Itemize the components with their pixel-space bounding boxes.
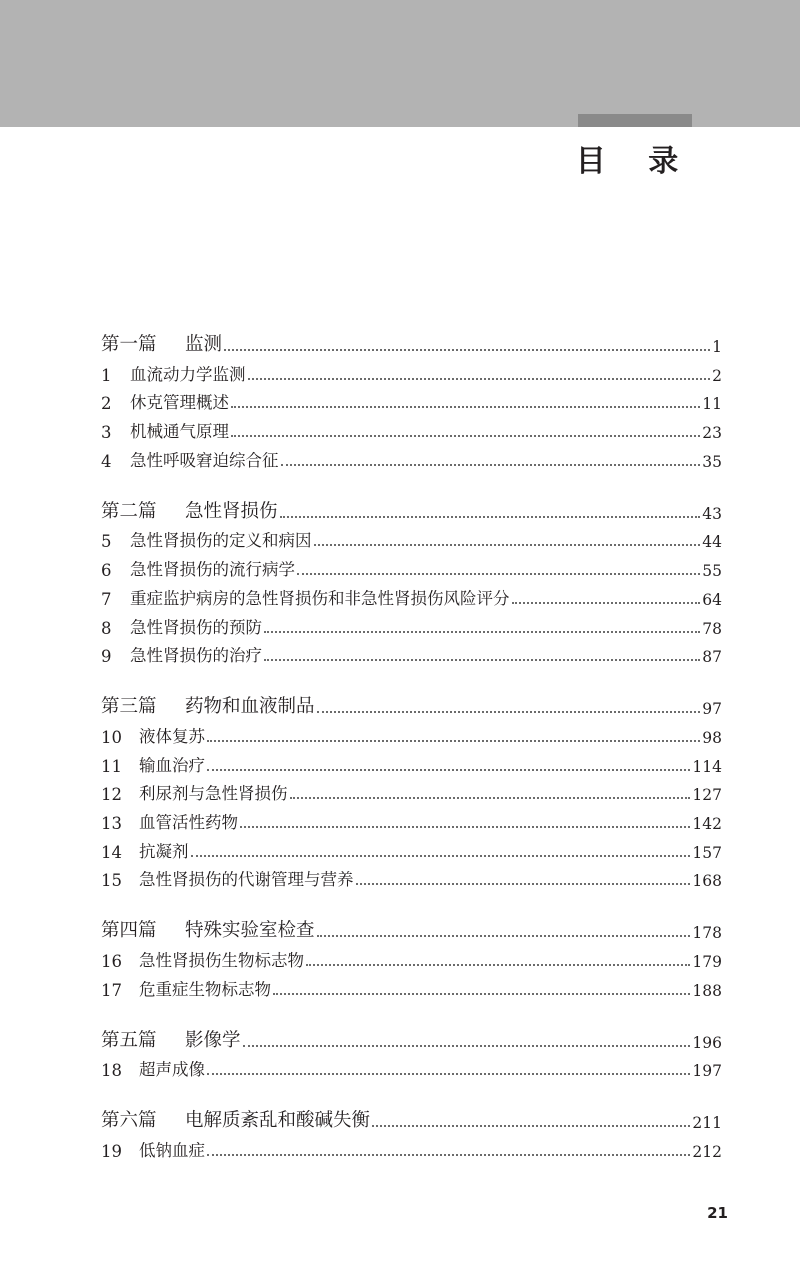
dot-leader <box>224 349 710 351</box>
chapter-number: 4 <box>101 451 112 471</box>
chapter-number: 14 <box>101 842 122 862</box>
toc-entry[interactable] <box>101 1132 722 1161</box>
part-label: 第六篇 <box>101 1110 157 1132</box>
dot-leader <box>191 855 691 857</box>
part-page: 178 <box>692 924 722 943</box>
chapter-number: 9 <box>101 647 112 667</box>
part-page: 1 <box>712 338 722 356</box>
chapter-page: 114 <box>692 757 722 776</box>
chapter-title: 急性肾损伤的定义和病因 <box>130 531 312 551</box>
part-page: 97 <box>702 700 722 719</box>
chapter-number: 6 <box>101 561 112 581</box>
chapter-number: 10 <box>101 727 122 747</box>
toc-entry[interactable] <box>101 609 722 638</box>
chapter-page: 23 <box>702 424 722 443</box>
part-heading[interactable] <box>101 1098 722 1132</box>
part-label: 第一篇 <box>101 334 157 355</box>
chapter-title: 重症监护病房的急性肾损伤和非急性肾损伤风险评分 <box>130 588 510 608</box>
toc-part <box>101 1018 722 1081</box>
dot-leader <box>512 602 701 604</box>
part-title: 电解质紊乱和酸碱失衡 <box>185 1110 371 1132</box>
chapter-page: 197 <box>692 1062 722 1081</box>
part-title: 监测 <box>185 334 223 355</box>
toc-entry[interactable] <box>101 356 722 385</box>
header-band <box>0 0 800 127</box>
dot-leader <box>317 935 691 937</box>
dot-leader <box>207 740 700 742</box>
toc-entry[interactable] <box>101 442 722 471</box>
part-heading[interactable] <box>101 1018 722 1052</box>
part-heading[interactable] <box>101 908 722 942</box>
chapter-number: 3 <box>101 423 112 443</box>
chapter-title: 液体复苏 <box>139 726 205 746</box>
chapter-title: 休克管理概述 <box>130 393 229 413</box>
part-title: 急性肾损伤 <box>185 500 278 522</box>
dot-leader <box>306 964 690 966</box>
chapter-page: 78 <box>702 619 722 638</box>
chapter-page: 55 <box>702 562 722 581</box>
part-page: 43 <box>702 504 722 523</box>
chapter-page: 87 <box>702 648 722 667</box>
part-title: 药物和血液制品 <box>185 696 315 718</box>
chapter-number: 5 <box>101 532 112 552</box>
chapter-title: 血管活性药物 <box>139 812 238 832</box>
toc-part <box>101 1098 722 1161</box>
chapter-title: 危重症生物标志物 <box>139 979 271 999</box>
chapter-title: 急性肾损伤的预防 <box>130 617 262 637</box>
chapter-title: 输血治疗 <box>139 755 205 775</box>
chapter-page: 2 <box>712 366 722 385</box>
chapter-title: 低钠血症 <box>139 1141 205 1161</box>
chapter-page: 64 <box>702 590 722 609</box>
part-label: 第五篇 <box>101 1029 157 1051</box>
part-title: 影像学 <box>185 1029 241 1051</box>
chapter-number: 19 <box>101 1142 122 1162</box>
chapter-title: 急性肾损伤的流行病学 <box>130 560 295 580</box>
toc-entry[interactable] <box>101 551 722 580</box>
dot-leader <box>297 573 700 575</box>
chapter-title: 血流动力学监测 <box>130 364 246 384</box>
dot-leader <box>314 544 701 546</box>
toc-part <box>101 322 722 471</box>
chapter-number: 16 <box>101 952 122 971</box>
toc-entry[interactable] <box>101 971 722 1000</box>
title-tab-bar <box>578 114 692 127</box>
chapter-number: 1 <box>101 365 112 385</box>
dot-leader <box>248 378 711 380</box>
toc-entry[interactable] <box>101 413 722 442</box>
chapter-number: 17 <box>101 980 122 1000</box>
toc-entry[interactable] <box>101 638 722 667</box>
chapter-page: 35 <box>702 452 722 471</box>
chapter-page: 44 <box>702 533 722 552</box>
chapter-page: 127 <box>692 786 722 805</box>
toc-entry[interactable] <box>101 580 722 609</box>
chapter-number: 13 <box>101 813 122 833</box>
chapter-page: 212 <box>692 1143 722 1162</box>
chapter-page: 98 <box>702 728 722 747</box>
toc-entry[interactable] <box>101 804 722 833</box>
chapter-title: 利尿剂与急性肾损伤 <box>139 784 288 804</box>
dot-leader <box>243 1045 691 1047</box>
part-heading[interactable] <box>101 684 722 718</box>
chapter-number: 7 <box>101 589 112 609</box>
chapter-title: 超声成像 <box>139 1060 205 1080</box>
page-title: 目 录 <box>575 144 695 179</box>
part-label: 第二篇 <box>101 500 157 522</box>
toc-entry[interactable] <box>101 833 722 862</box>
dot-leader <box>290 797 691 799</box>
chapter-page: 157 <box>692 843 722 862</box>
chapter-number: 15 <box>101 871 122 891</box>
chapter-page: 168 <box>692 872 722 891</box>
chapter-number: 12 <box>101 785 122 805</box>
chapter-title: 机械通气原理 <box>130 422 229 442</box>
chapter-title: 急性肾损伤生物标志物 <box>139 951 304 970</box>
toc-entry[interactable] <box>101 942 722 971</box>
dot-leader <box>240 826 690 828</box>
chapter-page: 11 <box>702 395 722 414</box>
dot-leader <box>356 883 691 885</box>
toc-entry[interactable] <box>101 862 722 891</box>
part-label: 第三篇 <box>101 696 157 718</box>
dot-leader <box>317 711 701 713</box>
dot-leader <box>273 993 690 995</box>
dot-leader <box>231 435 700 437</box>
part-page: 211 <box>692 1114 722 1133</box>
part-label: 第四篇 <box>101 920 157 942</box>
toc-entry[interactable] <box>101 776 722 805</box>
toc-part <box>101 684 722 890</box>
dot-leader <box>264 659 700 661</box>
chapter-title: 急性呼吸窘迫综合征 <box>130 450 279 470</box>
chapter-title: 急性肾损伤的代谢管理与营养 <box>139 870 354 890</box>
chapter-number: 8 <box>101 618 112 638</box>
toc-part <box>101 908 722 999</box>
page-number: 21 <box>707 1204 728 1222</box>
toc-entry[interactable] <box>101 718 722 747</box>
dot-leader <box>281 464 701 466</box>
dot-leader <box>207 1154 690 1156</box>
toc-part <box>101 489 722 666</box>
chapter-page: 179 <box>692 953 722 971</box>
chapter-title: 急性肾损伤的治疗 <box>130 646 262 666</box>
chapter-number: 18 <box>101 1061 122 1081</box>
toc-entry[interactable] <box>101 747 722 776</box>
part-title: 特殊实验室检查 <box>185 920 315 942</box>
chapter-title: 抗凝剂 <box>139 841 189 861</box>
dot-leader <box>372 1125 690 1127</box>
dot-leader <box>280 516 701 518</box>
part-page: 196 <box>692 1033 722 1052</box>
table-of-contents <box>101 322 722 1169</box>
toc-entry[interactable] <box>101 523 722 552</box>
chapter-page: 142 <box>692 814 722 833</box>
part-heading[interactable] <box>101 322 722 356</box>
part-heading[interactable] <box>101 489 722 523</box>
chapter-page: 188 <box>692 981 722 1000</box>
toc-entry[interactable] <box>101 1052 722 1081</box>
dot-leader <box>207 769 690 771</box>
dot-leader <box>231 406 700 408</box>
toc-entry[interactable] <box>101 385 722 414</box>
dot-leader <box>207 1073 690 1075</box>
chapter-number: 2 <box>101 394 112 414</box>
dot-leader <box>264 631 700 633</box>
chapter-number: 11 <box>101 756 122 776</box>
